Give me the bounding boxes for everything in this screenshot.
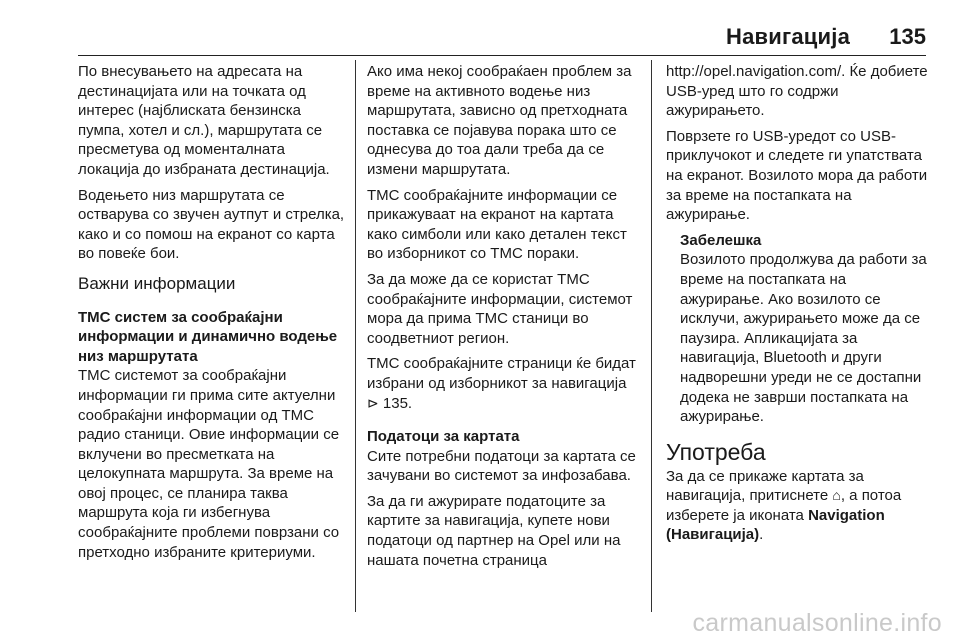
- punctuation: .: [759, 526, 764, 544]
- paragraph-text: , а потоа изберете ја иконата: [666, 487, 902, 524]
- note-box: [666, 231, 932, 427]
- column-1: [78, 62, 350, 568]
- subsection-heading: TMC систем за сообраќајни информации и динамично водење низ маршрутата: [78, 308, 338, 365]
- paragraph: http://opel.navigation.com/. Ќе добиете USB-уред што го содржи ажурирањето.: [666, 63, 928, 120]
- paragraph-with-reference: [367, 354, 639, 413]
- paragraph: TMC сообраќајните информации се прикажуваат на екранот на картата како симболи или како детален текст во изборникот со TMC пораки.: [367, 186, 627, 263]
- paragraph: Водењето низ маршрутата се остварува со звучен аутпут и стрелка, како и со помош на екранот со карта во повеќе бои.: [78, 186, 345, 263]
- paragraph: За да ги ажурирате податоците за картите за навигација, купете нови податоци од партнер на Opel или на нашата почетна страница: [367, 492, 621, 569]
- page-reference-arrow-icon: ⊳: [367, 394, 379, 411]
- paragraph: Поврзете го USB-уредот со USB-приклучокот и следете ги упатствата на екранот. Возилото мора да работи за време на постапката на ажурирање.: [666, 127, 928, 224]
- section-title: Навигација: [726, 24, 850, 49]
- page-reference: 135.: [382, 394, 413, 412]
- paragraph-text: За да се прикаже картата за навигација, притиснете: [666, 467, 864, 505]
- watermark: carmanualsonline.info: [692, 609, 942, 637]
- paragraph: По внесувањето на адресата на дестинацијата или на точката од интерес (најблиската бензинска пумпа, хотел и сл.), маршрутата се пресметува од моменталната локација до избраната дестинација.: [78, 63, 330, 178]
- column-divider-1: [355, 60, 356, 612]
- home-icon: ⌂: [832, 487, 841, 504]
- section-heading: Употреба: [666, 438, 766, 465]
- column-3: [666, 62, 932, 551]
- column-divider-2: [651, 60, 652, 612]
- paragraph: Ако има некој сообраќаен проблем за време на активното водење низ маршрутата, зависно од претходната поставка се појавува порака што се однесува до тоа дали треба да се измени маршрутата.: [367, 63, 632, 178]
- section-heading: Важни информации: [78, 273, 236, 293]
- paragraph: Сите потребни податоци за картата се зачувани во системот за инфозабава.: [367, 447, 636, 485]
- paragraph-text: TMC сообраќајните страници ќе бидат избрани од изборникот за навигација: [367, 355, 636, 392]
- paragraph: TMC системот за сообраќајни информации ги прима сите актуелни сообраќајни информации од TMC радио станици. Овие информации се вклучени во пресметката на целокупната маршрута. За време на овој процес, се планира таква маршрута која ги избегнува сообраќајните проблеми поврзани со претходно избраните критериуми.: [78, 367, 340, 561]
- page-header: [0, 0, 960, 54]
- bold-term: Navigation (Навигација): [666, 506, 885, 544]
- header-divider: [78, 55, 926, 56]
- column-2: [367, 62, 639, 576]
- subsection-heading: Податоци за картата: [367, 428, 520, 446]
- note-title: Забелешка: [680, 231, 762, 249]
- note-text: Возилото продолжува да работи за време на постапката на ажурирање. Ако возилото се исклучи, ажурирањето може да се паузира. Апликацијата за навигација, Bluetooth и други надворешни уреди не се достапни додека не заврши постапката на ажурирање.: [680, 251, 927, 426]
- paragraph-with-icon: [666, 467, 932, 545]
- page-number: 135: [889, 24, 926, 49]
- paragraph: За да може да се користат TMC сообраќајните информации, системот мора да прима TMC станици во соодветниот регион.: [367, 270, 633, 347]
